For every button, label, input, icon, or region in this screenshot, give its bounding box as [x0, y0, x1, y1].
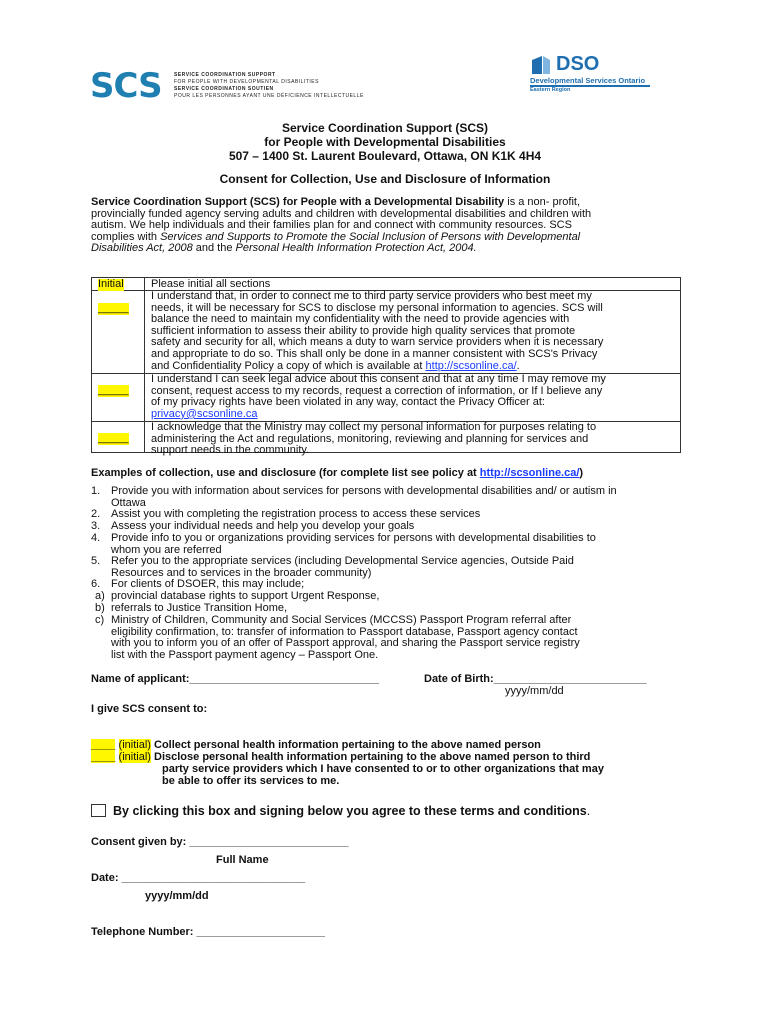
privacy-email-link[interactable]: privacy@scsonline.ca — [151, 407, 258, 420]
org-name-line2: for People with Developmental Disabilities — [264, 135, 506, 149]
org-name-line1: Service Coordination Support (SCS) — [281, 121, 488, 135]
dso-logo — [530, 54, 655, 96]
page-title: Consent for Collection, Use and Disclosure of Information — [219, 172, 551, 186]
table-instruction: Please initial all sections — [151, 278, 271, 290]
initial-blank-3[interactable]: _____ — [98, 432, 129, 444]
examples-list: 1. Provide you with information about services for persons with developmental disabilities and/ or autism in Ottawa 2. Assist you with completing the registration process to access these services 3. Assess your individual needs and help you develop your goals 4. Provide info to you or organizations providing services for persons with developmental disabilities to whom you are referred 5. Refer you to the appropriate services (including Developmental Service agencies, Outside Paid Resources and to services in the broader community) 6. For clients of DSOER, this may include; a) provincial database rights to support Urgent Response, b) referrals to Justice Transition Home, c) Ministry of Children, Community and Social Services (MCCSS) Passport Program referral after eligibility confirmation, to: transfer of information to Passport database, Passport agency contact with you to inform you of an offer of Passport approval, and sharing the Passport service registry list with the Passport payment agency – Passport One. — [91, 485, 617, 661]
scs-logo — [90, 66, 364, 106]
intro-org-name: Service Coordination Support (SCS) for People with a Developmental Disability — [91, 196, 505, 208]
intro-text: provincially funded agency serving adults and children with developmental disabilities and children with — [91, 207, 592, 220]
consent-option-disclose-cont: party service providers which I have consented to or to other organizations that may be able to offer its services to me. — [162, 763, 604, 787]
telephone-field[interactable]: Telephone Number: _____________________ — [91, 926, 325, 938]
intro-text: and the — [192, 242, 236, 255]
consent-option-disclose: ____ (initial) Disclose personal health information pertaining to the above named person to third — [91, 751, 591, 763]
consent-section-legal-advice: I understand I can seek legal advice about this consent and that at any time I may remove my consent, request access to my records, request a correction of information, or If I believe any of my privacy rights have been violated in any way, contact the Privacy Officer at: privacy@scsonline.ca — [151, 373, 606, 420]
dso-name: Developmental Services Ontario — [530, 76, 646, 85]
initial-blank-1[interactable]: _____ — [98, 302, 129, 314]
intro-paragraph — [91, 197, 691, 255]
intro-act-name: Disabilities Act, 2008 — [91, 242, 193, 255]
scs-logo-line2: FOR PEOPLE WITH DEVELOPMENTAL DISABILITIES — [174, 79, 319, 85]
consent-given-by-field[interactable]: Consent given by: __________________________ — [91, 836, 349, 848]
applicant-name-field[interactable]: Name of applicant:_______________________________ — [91, 673, 380, 685]
consent-section-ministry: I acknowledge that the Ministry may collect my personal information for purposes relating to administering the Act and regulations, monitoring, reviewing and planning for services and support needs in the community. — [151, 421, 597, 457]
consent-option-collect: ____ (initial) Collect personal health information pertaining to the above named person — [91, 739, 541, 751]
initial-blank-2[interactable]: _____ — [98, 384, 129, 396]
scs-logo-line4: POUR LES PERSONNES AYANT UNE DÉFICIENCE INTELLECTUELLE — [174, 93, 364, 99]
agree-checkbox[interactable] — [91, 804, 106, 817]
agree-statement: By clicking this box and signing below you agree to these terms and conditions. — [113, 804, 591, 818]
date-of-birth-field[interactable]: Date of Birth:_________________________ — [424, 673, 647, 685]
full-name-hint: Full Name — [216, 854, 269, 866]
scs-logo-line3: SERVICE COORDINATION SOUTIEN — [174, 86, 274, 92]
intro-text: complies with — [91, 230, 161, 243]
dso-letters: DSO — [556, 53, 600, 75]
intro-act-name: Personal Health Information Protection Act, 2004. — [235, 242, 477, 255]
scs-logo-letters: SCS — [90, 66, 162, 106]
dob-format-hint: yyyy/mm/dd — [505, 685, 564, 697]
scs-logo-line1: SERVICE COORDINATION SUPPORT — [174, 72, 276, 78]
dso-mark-icon — [530, 54, 552, 76]
examples-heading: Examples of collection, use and disclosure (for complete list see policy at http://scsonline.ca/) — [91, 467, 584, 479]
initial-column-header: Initial — [98, 278, 124, 290]
date-field[interactable]: Date: ______________________________ — [91, 872, 306, 884]
consent-heading: I give SCS consent to: — [91, 703, 208, 715]
dso-region: Eastern Region — [530, 87, 571, 93]
consent-section-disclosure: I understand that, in order to connect me to third party service providers who best meet my needs, it will be necessary for SCS to disclose my personal information to agencies. SCS will balance the need to maintain my confidentiality with the need to provide agencies with sufficient information to assess their ability to provide high quality services that promote safety and security for all, which means a duty to warn service providers when it is necessary and appropriate to do so. This shall only be done in a manner consistent with SCS's Privacy and Confidentiality Policy a copy of which is available at http://scsonline.ca/. — [151, 290, 604, 372]
scsonline-link[interactable]: http://scsonline.ca/ — [425, 359, 517, 372]
date-format-hint: yyyy/mm/dd — [145, 890, 209, 902]
consent-table — [91, 277, 681, 457]
examples-policy-link[interactable]: http://scsonline.ca/ — [479, 467, 580, 479]
intro-text: autism. We help individuals and their families plan for and connect with community resources. SCS — [91, 219, 572, 232]
collect-initial-blank[interactable]: ____ — [91, 739, 116, 751]
intro-act-name: Services and Supports to Promote the Social Inclusion of Persons with Developmental — [160, 230, 581, 243]
intro-text: is a non- profit, — [504, 196, 581, 208]
disclose-initial-blank[interactable]: ____ — [91, 751, 116, 763]
org-address: 507 – 1400 St. Laurent Boulevard, Ottawa, ON K1K 4H4 — [228, 149, 542, 163]
